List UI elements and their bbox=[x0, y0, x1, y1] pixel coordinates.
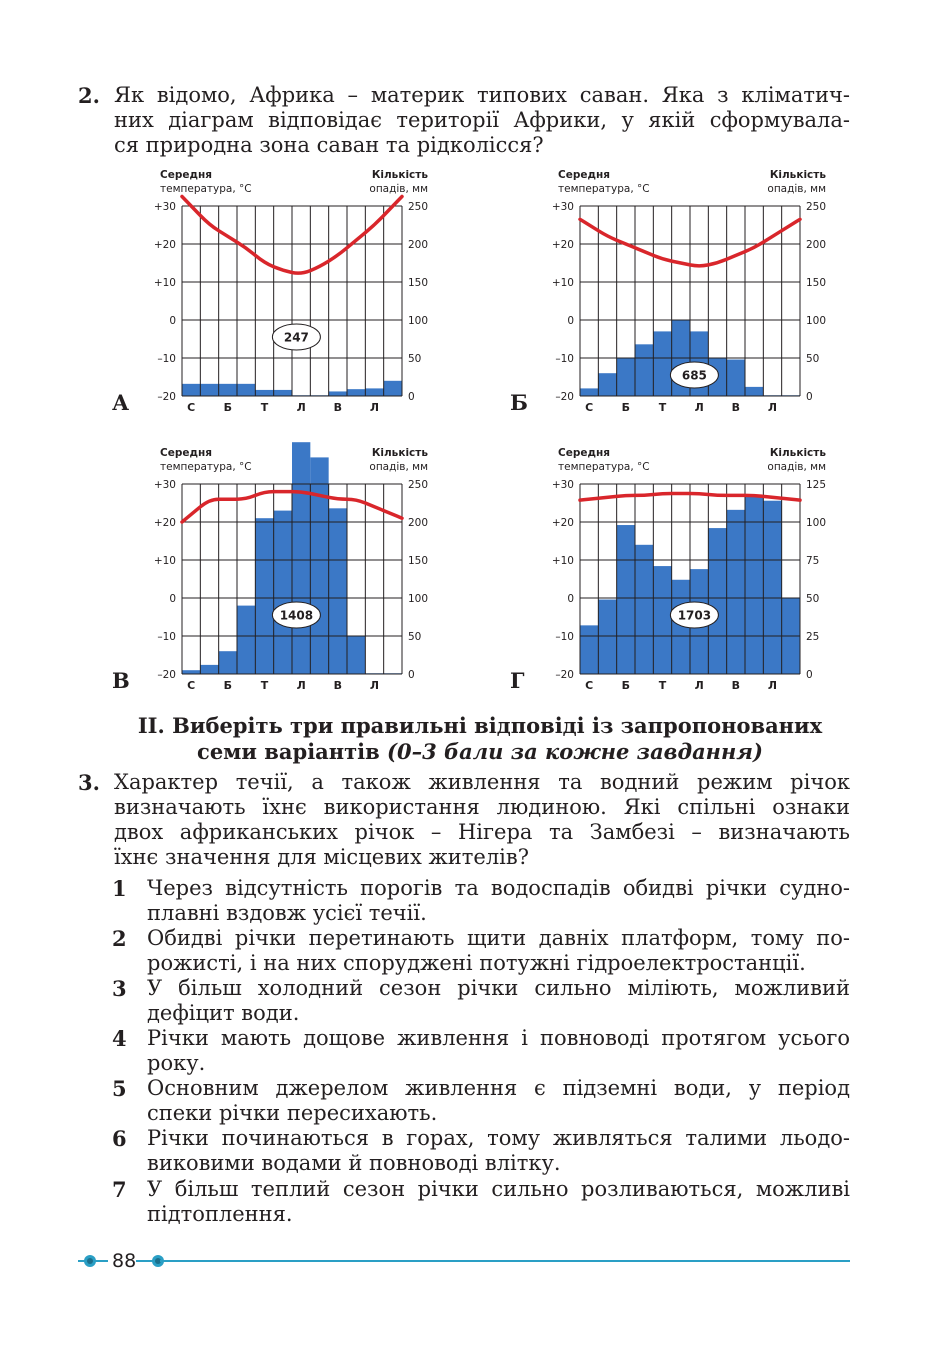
month-label: Т bbox=[260, 679, 269, 692]
precipitation-bar bbox=[580, 625, 598, 674]
temperature-axis-title: Середня bbox=[558, 447, 610, 459]
temperature-tick-label: –20 bbox=[555, 669, 574, 681]
precipitation-axis-title: Кількість bbox=[371, 447, 428, 459]
option-number: 2 bbox=[112, 926, 127, 951]
precipitation-bar bbox=[635, 545, 653, 674]
precipitation-tick-label: 125 bbox=[806, 479, 827, 491]
month-label: Б bbox=[621, 679, 631, 692]
chart-letter: А bbox=[112, 390, 130, 415]
precipitation-axis-title: Кількість bbox=[769, 447, 826, 459]
month-label: С bbox=[187, 401, 196, 414]
temperature-tick-label: +20 bbox=[153, 517, 176, 529]
precipitation-tick-label: 100 bbox=[408, 593, 429, 605]
temperature-axis-title: Середня bbox=[558, 169, 610, 181]
option-text-line: спеки річки пересихають. bbox=[147, 1101, 438, 1125]
precipitation-tick-label: 100 bbox=[408, 315, 429, 327]
option-text-line: підтоплення. bbox=[147, 1202, 293, 1226]
precipitation-bar bbox=[219, 384, 237, 396]
question-number: 3. bbox=[78, 770, 100, 795]
section-title-line bbox=[100, 739, 860, 765]
precipitation-bar bbox=[237, 384, 255, 396]
month-label: Т bbox=[658, 401, 667, 414]
precipitation-bar bbox=[329, 508, 347, 674]
option-text-line: рожисті, і на них споруджені потужні гідроелектростанції. bbox=[147, 951, 806, 975]
question-text-line: визначають їхнє використання людиною. Які спільні ознаки bbox=[114, 795, 850, 819]
month-label: Л bbox=[767, 679, 778, 692]
precipitation-tick-label: 25 bbox=[806, 631, 820, 643]
precipitation-tick-label: 50 bbox=[806, 353, 820, 365]
option-text-line: У більш холодний сезон річки сильно міліють, можливий bbox=[147, 976, 850, 1000]
temperature-tick-label: –20 bbox=[555, 391, 574, 403]
precipitation-tick-label: 0 bbox=[806, 391, 813, 403]
month-label: Л bbox=[369, 401, 380, 414]
precipitation-bar bbox=[727, 360, 745, 396]
month-label: С bbox=[585, 401, 594, 414]
option-number: 7 bbox=[112, 1177, 127, 1202]
annual-total-label: 1408 bbox=[279, 608, 314, 623]
month-label: Л bbox=[369, 679, 380, 692]
precipitation-bar bbox=[598, 373, 616, 396]
temperature-axis-title: температура, °C bbox=[160, 183, 252, 195]
precipitation-tick-label: 50 bbox=[806, 593, 820, 605]
temperature-axis-title: Середня bbox=[160, 447, 212, 459]
annual-total-label: 685 bbox=[681, 368, 707, 383]
option-text-line: дефіцит води. bbox=[147, 1001, 300, 1025]
section-title-bold: семи варіантів bbox=[197, 739, 388, 764]
precipitation-bar bbox=[182, 384, 200, 396]
month-label: Т bbox=[658, 679, 667, 692]
precipitation-bar bbox=[200, 665, 218, 674]
precipitation-bar bbox=[237, 606, 255, 674]
precipitation-axis-title: Кількість bbox=[769, 169, 826, 181]
precipitation-bar bbox=[347, 636, 365, 674]
option-text-line: Основним джерелом живлення є підземні води, у період bbox=[147, 1076, 850, 1100]
precipitation-tick-label: 150 bbox=[408, 277, 429, 289]
precipitation-tick-label: 200 bbox=[806, 239, 827, 251]
precipitation-bar bbox=[653, 331, 671, 396]
precipitation-tick-label: 250 bbox=[408, 479, 429, 491]
precipitation-tick-label: 250 bbox=[408, 201, 429, 213]
precipitation-bar bbox=[255, 390, 273, 396]
section-title-italic: (0–3 бали за кожне завдання) bbox=[387, 739, 763, 764]
month-label: В bbox=[731, 401, 741, 414]
question-number: 2. bbox=[78, 83, 100, 108]
footer-rule bbox=[160, 1260, 850, 1262]
option-text-line: Річки починаються в горах, тому живляться талими льодо- bbox=[147, 1126, 850, 1150]
precipitation-tick-label: 50 bbox=[408, 631, 422, 643]
month-label: Б bbox=[621, 401, 631, 414]
precipitation-axis-title: опадів, мм bbox=[369, 183, 428, 195]
temperature-tick-label: –20 bbox=[157, 391, 176, 403]
precipitation-axis-title: опадів, мм bbox=[369, 461, 428, 473]
temperature-tick-label: +30 bbox=[551, 479, 574, 491]
precipitation-tick-label: 0 bbox=[408, 669, 415, 681]
precipitation-bar bbox=[598, 600, 616, 674]
precipitation-bar bbox=[255, 518, 273, 674]
temperature-tick-label: +10 bbox=[551, 555, 574, 567]
precipitation-bar bbox=[635, 344, 653, 396]
precipitation-bar bbox=[727, 510, 745, 674]
precipitation-tick-label: 150 bbox=[806, 277, 827, 289]
temperature-tick-label: +10 bbox=[153, 277, 176, 289]
question-text-line: Як відомо, Африка – материк типових саван. Яка з кліматич- bbox=[114, 83, 850, 107]
month-label: С bbox=[585, 679, 594, 692]
precipitation-axis-title: Кількість bbox=[371, 169, 428, 181]
precipitation-bar bbox=[200, 384, 218, 396]
temperature-axis-title: Середня bbox=[160, 169, 212, 181]
precipitation-bar bbox=[708, 528, 726, 674]
temperature-tick-label: 0 bbox=[169, 593, 176, 605]
precipitation-bar bbox=[617, 525, 635, 674]
precipitation-tick-label: 100 bbox=[806, 517, 827, 529]
option-text-line: Через відсутність порогів та водоспадів обидві річки судно- bbox=[147, 876, 850, 900]
precipitation-bar bbox=[384, 381, 402, 396]
question-text-line: їхнє значення для місцевих жителів? bbox=[114, 845, 529, 869]
temperature-tick-label: +10 bbox=[153, 555, 176, 567]
month-label: Б bbox=[223, 679, 233, 692]
temperature-tick-label: 0 bbox=[567, 315, 574, 327]
climate-chart-v bbox=[110, 440, 435, 695]
precipitation-bar bbox=[292, 442, 310, 674]
chart-letter: Г bbox=[510, 668, 525, 693]
temperature-tick-label: –10 bbox=[157, 631, 176, 643]
option-text-line: року. bbox=[147, 1051, 206, 1075]
option-number: 4 bbox=[112, 1026, 127, 1051]
precipitation-bar bbox=[745, 387, 763, 396]
temperature-axis-title: температура, °C bbox=[160, 461, 252, 473]
precipitation-tick-label: 0 bbox=[806, 669, 813, 681]
precipitation-tick-label: 250 bbox=[806, 201, 827, 213]
month-label: В bbox=[333, 679, 343, 692]
precipitation-tick-label: 200 bbox=[408, 239, 429, 251]
month-label: Л bbox=[694, 679, 704, 692]
option-text-line: Річки мають дощове живлення і повноводі протягом усього bbox=[147, 1026, 850, 1050]
precipitation-bar bbox=[365, 388, 383, 396]
temperature-tick-label: +30 bbox=[551, 201, 574, 213]
precipitation-bar bbox=[274, 511, 292, 674]
precipitation-bar bbox=[745, 496, 763, 674]
month-label: Л bbox=[694, 401, 704, 414]
month-label: Л bbox=[296, 401, 306, 414]
option-text-line: виковими водами й повноводі влітку. bbox=[147, 1151, 561, 1175]
temperature-tick-label: 0 bbox=[567, 593, 574, 605]
climate-chart-b bbox=[508, 162, 833, 417]
climate-chart-h bbox=[508, 440, 833, 695]
precipitation-tick-label: 200 bbox=[408, 517, 429, 529]
month-label: Л bbox=[296, 679, 306, 692]
precipitation-tick-label: 50 bbox=[408, 353, 422, 365]
question-text-line: Характер течії, а також живлення та водний режим річок bbox=[114, 770, 850, 794]
precipitation-tick-label: 100 bbox=[806, 315, 827, 327]
option-number: 3 bbox=[112, 976, 127, 1001]
temperature-tick-label: +30 bbox=[153, 201, 176, 213]
precipitation-bar bbox=[617, 358, 635, 396]
precipitation-bar bbox=[580, 388, 598, 396]
temperature-axis-title: температура, °C bbox=[558, 461, 650, 473]
precipitation-bar bbox=[219, 651, 237, 674]
option-text-line: плавні вздовж усієї течії. bbox=[147, 901, 427, 925]
temperature-tick-label: 0 bbox=[169, 315, 176, 327]
precipitation-axis-title: опадів, мм bbox=[767, 183, 826, 195]
temperature-tick-label: –20 bbox=[157, 669, 176, 681]
section-title bbox=[100, 713, 860, 765]
precipitation-axis-title: опадів, мм bbox=[767, 461, 826, 473]
temperature-tick-label: –10 bbox=[157, 353, 176, 365]
precipitation-bar bbox=[329, 391, 347, 396]
chart-letter: Б bbox=[510, 390, 528, 415]
chart-letter: В bbox=[112, 668, 130, 693]
precipitation-bar bbox=[182, 670, 200, 674]
precipitation-tick-label: 75 bbox=[806, 555, 820, 567]
option-number: 1 bbox=[112, 876, 127, 901]
precipitation-bar bbox=[653, 566, 671, 674]
temperature-tick-label: +30 bbox=[153, 479, 176, 491]
month-label: Л bbox=[767, 401, 778, 414]
question-text-line: двох африканських річок – Нігера та Замбезі – визначають bbox=[114, 820, 850, 844]
question-text-line: них діаграм відповідає території Африки, у якій сформувала- bbox=[114, 108, 850, 132]
annual-total-label: 247 bbox=[283, 330, 309, 345]
month-label: Т bbox=[260, 401, 269, 414]
option-text-line: У більш теплий сезон річки сильно розливаються, можливі bbox=[147, 1177, 850, 1201]
month-label: Б bbox=[223, 401, 233, 414]
temperature-tick-label: +20 bbox=[551, 517, 574, 529]
month-label: С bbox=[187, 679, 196, 692]
month-label: В bbox=[333, 401, 343, 414]
annual-total-label: 1703 bbox=[677, 608, 712, 623]
temperature-tick-label: –10 bbox=[555, 631, 574, 643]
precipitation-bar bbox=[347, 389, 365, 396]
month-label: В bbox=[731, 679, 741, 692]
climate-chart-a bbox=[110, 162, 435, 417]
precipitation-bar bbox=[310, 457, 328, 674]
temperature-tick-label: +10 bbox=[551, 277, 574, 289]
precipitation-bar bbox=[274, 390, 292, 396]
option-number: 6 bbox=[112, 1126, 127, 1151]
section-title-line: ІІ. Виберіть три правильні відповіді із запропонованих bbox=[137, 713, 823, 738]
precipitation-tick-label: 150 bbox=[408, 555, 429, 567]
precipitation-bar bbox=[763, 501, 781, 674]
temperature-tick-label: +20 bbox=[153, 239, 176, 251]
precipitation-tick-label: 0 bbox=[408, 391, 415, 403]
option-number: 5 bbox=[112, 1076, 127, 1101]
question-text-line: ся природна зона саван та рідколісся? bbox=[114, 133, 544, 157]
temperature-tick-label: –10 bbox=[555, 353, 574, 365]
page-number: 88 bbox=[112, 1250, 137, 1272]
option-text-line: Обидві річки перетинають щити давніх платформ, тому по- bbox=[147, 926, 850, 950]
temperature-tick-label: +20 bbox=[551, 239, 574, 251]
temperature-axis-title: температура, °C bbox=[558, 183, 650, 195]
